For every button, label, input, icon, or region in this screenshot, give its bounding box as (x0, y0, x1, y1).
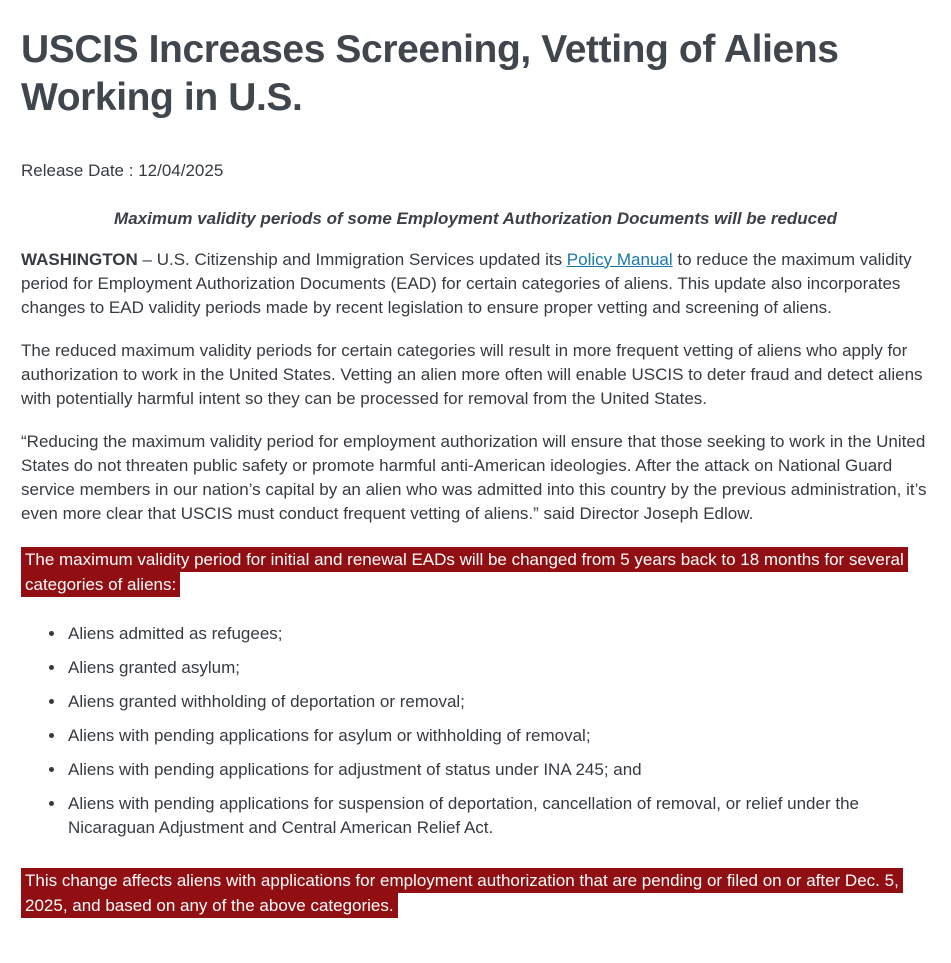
highlight-effective-text: This change affects aliens with applications for employment authorization that are pending or filed on or after Dec. 5, 2025, and based on any of the above categories. (21, 868, 903, 918)
article-subtitle: Maximum validity periods of some Employment Authorization Documents will be reduced (114, 208, 837, 228)
policy-manual-link[interactable]: Policy Manual (566, 249, 673, 269)
intro-text-after-link: to reduce the maximum validity period for Employment Authorization Documents (EAD) for certain categories of aliens. This update also incorporates changes to EAD validity periods made by recent legislation to ensure proper vetting and screening of aliens. (21, 249, 912, 317)
list-item: • Aliens granted asylum; (66, 656, 930, 680)
paragraph-intro (21, 248, 930, 320)
list-item: • Aliens granted withholding of deportation or removal; (66, 690, 930, 714)
alien-categories-list (21, 622, 930, 840)
release-date (21, 160, 930, 182)
highlight-effective-paragraph (21, 868, 930, 918)
highlight-validity-paragraph (21, 547, 930, 597)
paragraph-vetting: The reduced maximum validity periods for certain categories will result in more frequent vetting of aliens who apply for authorization to work in the United States. Vetting an alien more often will enable USCIS to deter fraud and detect aliens with potentially harmful intent so they can be processed for removal from the United States. (21, 340, 923, 408)
dateline: WASHINGTON (21, 249, 138, 269)
list-item: • Aliens with pending applications for suspension of deportation, cancellation of removal, or relief under the Nicaraguan Adjustment and Central American Relief Act. (66, 792, 930, 840)
list-item: • Aliens admitted as refugees; (66, 622, 930, 646)
list-item: • Aliens with pending applications for asylum or withholding of removal; (66, 724, 930, 748)
release-date-value: 12/04/2025 (138, 160, 224, 180)
list-item: • Aliens with pending applications for adjustment of status under INA 245; and (66, 758, 930, 782)
intro-text-before-link: – U.S. Citizenship and Immigration Services updated its (137, 249, 567, 269)
release-date-label: Release Date : (21, 160, 134, 180)
paragraph-director-quote: “Reducing the maximum validity period for employment authorization will ensure that those seeking to work in the United States do not threaten public safety or promote harmful anti-American ideologies. After the attack on National Guard service members in our nation’s capital by an alien who was admitted into this country by the previous administration, it’s even more clear that USCIS must conduct frequent vetting of aliens.” said Director Joseph Edlow. (21, 431, 927, 523)
page-title: USCIS Increases Screening, Vetting of Aliens Working in U.S. (21, 28, 839, 120)
highlight-validity-text: The maximum validity period for initial and renewal EADs will be changed from 5 years back to 18 months for several categories of aliens: (21, 547, 908, 597)
